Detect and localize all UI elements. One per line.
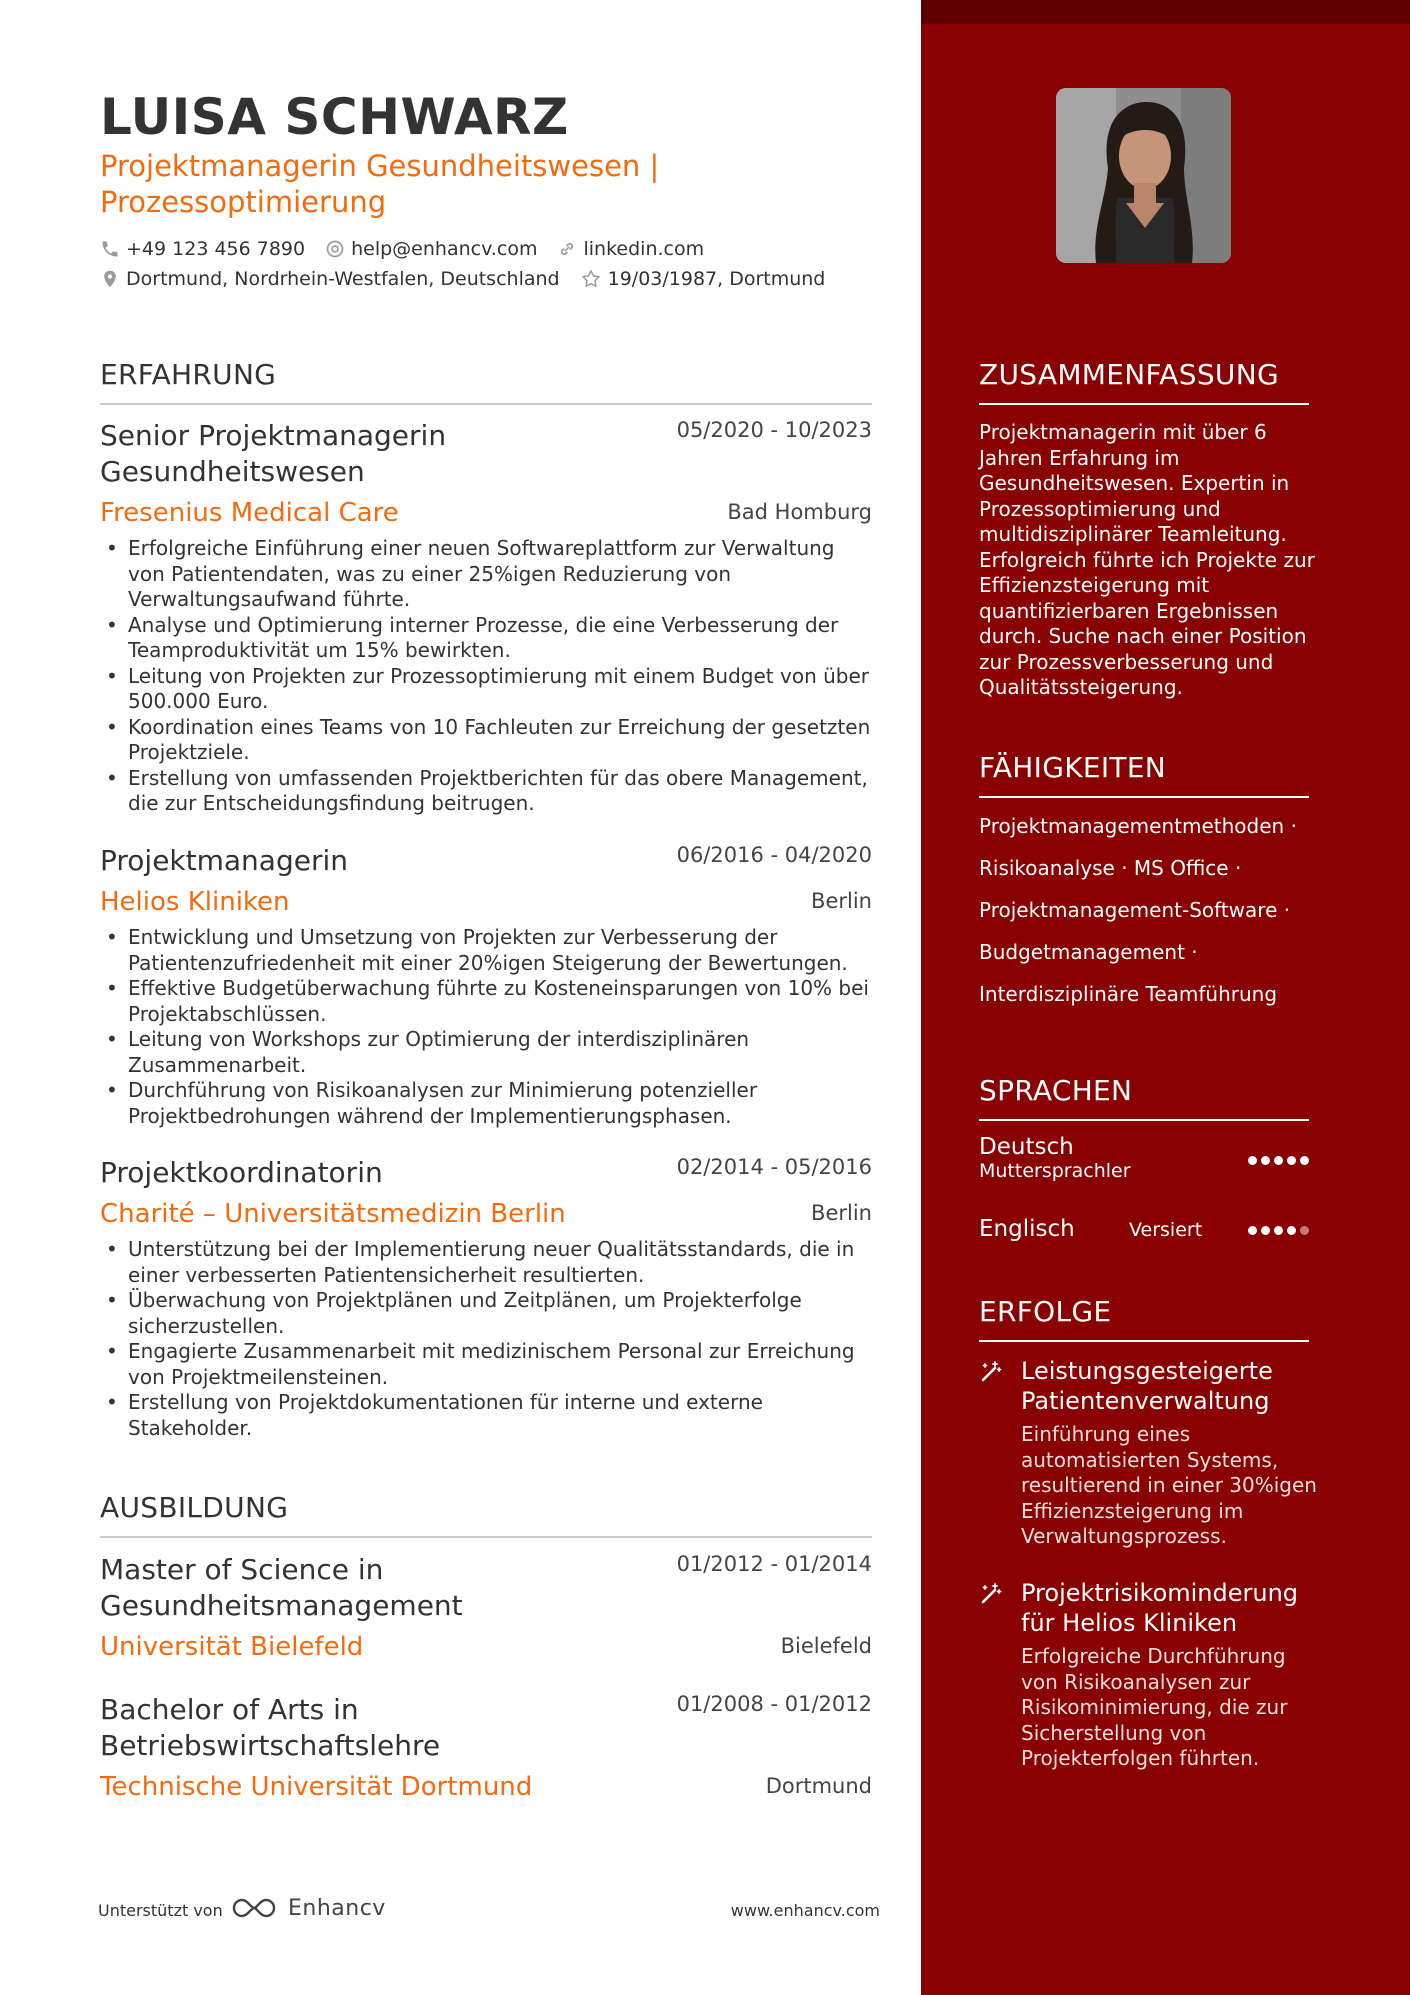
languages-heading: SPRACHEN bbox=[979, 1074, 1309, 1121]
location-contact bbox=[100, 268, 560, 290]
achievement-title: Projektrisikominderung für Helios Kliniken bbox=[1021, 1579, 1299, 1637]
at-icon bbox=[325, 239, 345, 259]
brand-name: Enhancv bbox=[288, 1895, 386, 1921]
language-item bbox=[979, 1216, 1309, 1242]
achievement-item bbox=[979, 1578, 1319, 1772]
rating-dot-empty bbox=[1300, 1226, 1309, 1235]
skills-list bbox=[979, 812, 1319, 1022]
achievement-desc: Einführung eines automatisierten Systems, resultierend in einer 30%igen Effizienzsteigerung im Verwaltungsprozess. bbox=[1021, 1422, 1317, 1548]
language-name: Deutsch bbox=[979, 1134, 1074, 1160]
job-bullet: • Erfolgreiche Einführung einer neuen Softwareplattform zur Verwaltung von Patientendaten, was zu einer 25%igen Reduzierung von Verwaltungsaufwand führte. bbox=[100, 536, 872, 613]
candidate-name: LUISA SCHWARZ bbox=[100, 88, 569, 146]
experience-heading: ERFAHRUNG bbox=[100, 358, 872, 405]
skill-item: Projektmanagementmethoden · bbox=[979, 814, 1297, 838]
job-bullet: • Erstellung von umfassenden Projektberichten für das obere Management, die zur Entscheidungsfindung beitrugen. bbox=[100, 766, 872, 817]
rating-dot-filled bbox=[1287, 1226, 1296, 1235]
birth-text: 19/03/1987, Dortmund bbox=[607, 268, 826, 290]
education-heading: AUSBILDUNG bbox=[100, 1491, 872, 1538]
job-title: Projektmanagerin bbox=[100, 844, 348, 877]
rating-dot-filled bbox=[1274, 1156, 1283, 1165]
rating-dot-filled bbox=[1248, 1226, 1257, 1235]
rating-dot-filled bbox=[1261, 1156, 1270, 1165]
job-bullet: • Überwachung von Projektplänen und Zeitplänen, um Projekterfolge sicherzustellen. bbox=[100, 1288, 872, 1339]
rating-dot-filled bbox=[1261, 1226, 1270, 1235]
rating-dot-filled bbox=[1248, 1156, 1257, 1165]
phone-contact bbox=[100, 238, 305, 260]
email-text[interactable]: help@enhancv.com bbox=[351, 238, 538, 260]
achievement-title: Leistungsgesteigerte Patientenverwaltung bbox=[1021, 1357, 1273, 1415]
linkedin-contact[interactable] bbox=[557, 238, 704, 260]
skill-item: Projektmanagement-Software · bbox=[979, 898, 1291, 922]
job-bullet: • Koordination eines Teams von 10 Fachleuten zur Erreichung der gesetzten Projektziele. bbox=[100, 715, 872, 766]
school-name: Universität Bielefeld bbox=[100, 1632, 364, 1662]
infinity-logo-icon bbox=[230, 1895, 278, 1921]
job-bullet: • Analyse und Optimierung interner Prozesse, die eine Verbesserung der Teamproduktivität um 15% bewirkten. bbox=[100, 613, 872, 664]
job-company: Fresenius Medical Care bbox=[100, 498, 399, 528]
job-bullets bbox=[100, 925, 872, 1129]
job-location: Bad Homburg bbox=[727, 500, 872, 524]
star-icon bbox=[580, 268, 602, 290]
sidebar bbox=[921, 0, 1410, 1995]
education-entry bbox=[100, 1692, 872, 1806]
email-contact[interactable] bbox=[325, 238, 537, 260]
job-bullet: • Entwicklung und Umsetzung von Projekten zur Verbesserung der Patientenzufriedenheit mit einer 20%igen Steigerung der Bewertungen. bbox=[100, 925, 872, 976]
degree-title: Master of Science in Gesundheitsmanagement bbox=[100, 1553, 463, 1622]
language-rating bbox=[1244, 1156, 1309, 1165]
job-location: Berlin bbox=[811, 889, 872, 913]
degree-title: Bachelor of Arts in Betriebswirtschaftslehre bbox=[100, 1693, 441, 1762]
language-name: Englisch bbox=[979, 1216, 1075, 1242]
job-bullet: • Unterstützung bei der Implementierung neuer Qualitätsstandards, die in einer verbesserten Patientensicherheit resultierten. bbox=[100, 1237, 872, 1288]
contact-row-2 bbox=[100, 268, 845, 290]
job-bullet: • Engagierte Zusammenarbeit mit medizinischem Personal zur Erreichung von Projektmeilensteinen. bbox=[100, 1339, 872, 1390]
skill-item: Risikoanalyse · MS Office · bbox=[979, 856, 1242, 880]
school-location: Dortmund bbox=[765, 1774, 872, 1798]
rating-dot-filled bbox=[1274, 1226, 1283, 1235]
job-entry bbox=[100, 418, 872, 817]
summary-heading: ZUSAMMENFASSUNG bbox=[979, 358, 1309, 405]
phone-icon bbox=[100, 239, 120, 259]
job-date: 02/2014 - 05/2016 bbox=[676, 1155, 872, 1179]
portrait-image bbox=[1056, 88, 1231, 263]
language-level: Versiert bbox=[1129, 1219, 1203, 1241]
education-date: 01/2008 - 01/2012 bbox=[676, 1692, 872, 1716]
profile-photo bbox=[1056, 88, 1231, 263]
language-level: Muttersprachler bbox=[979, 1160, 1131, 1182]
linkedin-text[interactable]: linkedin.com bbox=[583, 238, 705, 260]
job-date: 06/2016 - 04/2020 bbox=[676, 843, 872, 867]
job-company: Helios Kliniken bbox=[100, 887, 290, 917]
achievement-item bbox=[979, 1356, 1319, 1550]
achievements-heading: ERFOLGE bbox=[979, 1295, 1309, 1342]
enhancv-logo[interactable] bbox=[230, 1895, 386, 1921]
job-location: Berlin bbox=[811, 1201, 872, 1225]
magic-wand-icon bbox=[979, 1582, 1003, 1606]
sidebar-top-band bbox=[921, 0, 1410, 24]
link-icon bbox=[557, 239, 577, 259]
job-bullet: • Effektive Budgetüberwachung führte zu Kosteneinsparungen von 10% bei Projektabschlüssen. bbox=[100, 976, 872, 1027]
education-date: 01/2012 - 01/2014 bbox=[676, 1552, 872, 1576]
school-location: Bielefeld bbox=[780, 1634, 872, 1658]
language-rating bbox=[1244, 1226, 1309, 1235]
job-date: 05/2020 - 10/2023 bbox=[676, 418, 872, 442]
job-entry bbox=[100, 1155, 872, 1441]
job-bullet: • Leitung von Workshops zur Optimierung der interdisziplinären Zusammenarbeit. bbox=[100, 1027, 872, 1078]
job-bullet: • Leitung von Projekten zur Prozessoptimierung mit einem Budget von über 500.000 Euro. bbox=[100, 664, 872, 715]
job-bullets bbox=[100, 536, 872, 817]
skill-item: Interdisziplinäre Teamführung bbox=[979, 982, 1278, 1006]
job-bullets bbox=[100, 1237, 872, 1441]
candidate-role: Projektmanagerin Gesundheitswesen | Prozessoptimierung bbox=[100, 149, 660, 219]
school-name: Technische Universität Dortmund bbox=[100, 1772, 533, 1802]
job-bullet: • Durchführung von Risikoanalysen zur Minimierung potenzieller Projektbedrohungen während der Implementierungsphasen. bbox=[100, 1078, 872, 1129]
job-title: Senior Projektmanagerin Gesundheitswesen bbox=[100, 419, 447, 488]
summary-text: Projektmanagerin mit über 6 Jahren Erfahrung im Gesundheitswesen. Expertin in Prozessoptimierung und multidisziplinärer Teamleitung. Erfolgreich führte ich Projekte zur Effizienzsteigerung mit quantifizierbaren Ergebnissen durch. Suche nach einer Position zur Prozessverbesserung und Qualitätssteigerung. bbox=[979, 420, 1315, 699]
magic-wand-icon bbox=[979, 1360, 1003, 1384]
job-title: Projektkoordinatorin bbox=[100, 1156, 383, 1189]
skill-item: Budgetmanagement · bbox=[979, 940, 1198, 964]
education-entry bbox=[100, 1552, 872, 1666]
contact-row-1 bbox=[100, 238, 724, 260]
language-item bbox=[979, 1134, 1309, 1182]
location-pin-icon bbox=[100, 269, 120, 289]
job-bullet: • Erstellung von Projektdokumentationen für interne und externe Stakeholder. bbox=[100, 1390, 872, 1441]
footer bbox=[98, 1895, 880, 1925]
phone-text: +49 123 456 7890 bbox=[126, 238, 306, 260]
footer-url[interactable]: www.enhancv.com bbox=[730, 1901, 880, 1920]
skills-heading: FÄHIGKEITEN bbox=[979, 751, 1309, 798]
achievement-desc: Erfolgreiche Durchführung von Risikoanalysen zur Risikominimierung, die zur Sicherstellung von Projekterfolgen führten. bbox=[1021, 1644, 1288, 1770]
job-entry bbox=[100, 843, 872, 1129]
powered-by-text: Unterstützt von bbox=[98, 1901, 223, 1920]
rating-dot-filled bbox=[1300, 1156, 1309, 1165]
birth-contact bbox=[580, 268, 826, 290]
location-text: Dortmund, Nordrhein-Westfalen, Deutschland bbox=[126, 268, 560, 290]
rating-dot-filled bbox=[1287, 1156, 1296, 1165]
job-company: Charité – Universitätsmedizin Berlin bbox=[100, 1199, 566, 1229]
